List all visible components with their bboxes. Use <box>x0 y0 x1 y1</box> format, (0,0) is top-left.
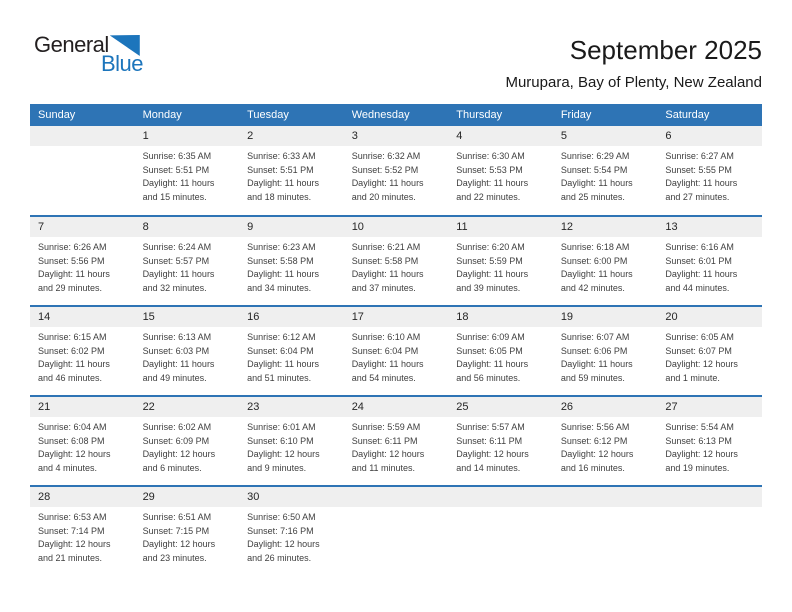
day-cell <box>344 396 449 486</box>
sunset-text: Sunset: 6:03 PM <box>142 345 210 356</box>
daylight-text: Daylight: 11 hours and 22 minutes. <box>456 178 529 202</box>
page-title: September 2025 <box>569 35 762 65</box>
day-cell <box>448 396 553 486</box>
day-number: 16 <box>239 307 344 327</box>
sunset-text: Sunset: 6:11 PM <box>351 435 418 446</box>
calendar-weekday-header <box>30 104 762 126</box>
daylight-text: Daylight: 11 hours and 34 minutes. <box>247 269 319 293</box>
sunset-text: Sunset: 6:13 PM <box>665 435 732 446</box>
day-header-friday: Friday <box>553 104 658 126</box>
sunset-text: Sunset: 6:00 PM <box>560 255 628 266</box>
day-cell <box>553 306 658 396</box>
sunrise-text: Sunrise: 6:01 AM <box>247 422 316 432</box>
day-cell <box>553 126 658 216</box>
day-header-wednesday: Wednesday <box>344 104 449 126</box>
sunrise-text: Sunrise: 6:15 AM <box>38 332 107 342</box>
day-number: 11 <box>448 217 553 237</box>
day-details <box>239 146 344 204</box>
empty-day-cell <box>553 486 658 576</box>
day-number: 12 <box>553 217 658 237</box>
day-number: 29 <box>135 487 240 507</box>
sunrise-text: Sunrise: 6:26 AM <box>38 242 107 252</box>
day-details <box>657 146 762 204</box>
day-details <box>135 237 240 295</box>
day-number: 13 <box>657 217 762 237</box>
day-details <box>553 327 658 385</box>
empty-day-cell <box>657 486 762 576</box>
week-row <box>30 396 762 486</box>
day-cell <box>30 396 135 486</box>
sunrise-text: Sunrise: 6:51 AM <box>142 512 212 522</box>
sunrise-text: Sunrise: 6:13 AM <box>142 332 212 342</box>
sunset-text: Sunset: 6:07 PM <box>665 345 732 356</box>
day-number: 24 <box>344 397 449 417</box>
day-details <box>448 146 553 204</box>
sunrise-text: Sunrise: 6:12 AM <box>247 332 316 342</box>
sunset-text: Sunset: 5:57 PM <box>142 255 210 266</box>
daylight-text: Daylight: 11 hours and 59 minutes. <box>560 359 633 383</box>
sunset-text: Sunset: 6:06 PM <box>560 345 628 356</box>
week-row <box>30 216 762 306</box>
daylight-text: Daylight: 12 hours and 11 minutes. <box>351 449 425 473</box>
sunset-text: Sunset: 6:09 PM <box>142 435 210 446</box>
sunrise-text: Sunrise: 5:54 AM <box>665 422 734 432</box>
day-number: 15 <box>135 307 240 327</box>
day-details <box>344 237 449 295</box>
logo-general-text: General <box>34 32 109 57</box>
sunrise-text: Sunrise: 6:10 AM <box>351 332 421 342</box>
day-details <box>239 417 344 475</box>
daylight-text: Daylight: 12 hours and 23 minutes. <box>142 539 216 563</box>
daylight-text: Daylight: 11 hours and 51 minutes. <box>247 359 319 383</box>
logo-blue-text: Blue <box>101 51 144 76</box>
page-subtitle: Murupara, Bay of Plenty, New Zealand <box>505 73 762 91</box>
day-details <box>448 327 553 385</box>
daylight-text: Daylight: 11 hours and 56 minutes. <box>456 359 529 383</box>
day-details <box>344 146 449 204</box>
daylight-text: Daylight: 11 hours and 32 minutes. <box>142 269 215 293</box>
day-cell <box>553 396 658 486</box>
sunrise-text: Sunrise: 6:09 AM <box>456 332 525 342</box>
day-cell <box>135 486 240 576</box>
daylight-text: Daylight: 11 hours and 44 minutes. <box>665 269 738 293</box>
day-number: 2 <box>239 126 344 146</box>
sunrise-text: Sunrise: 5:59 AM <box>351 422 421 432</box>
day-number: 28 <box>30 487 135 507</box>
calendar-page <box>30 0 762 576</box>
day-number <box>344 487 449 507</box>
sunset-text: Sunset: 5:59 PM <box>456 255 523 266</box>
sunset-text: Sunset: 5:55 PM <box>665 164 732 175</box>
daylight-text: Daylight: 12 hours and 6 minutes. <box>142 449 216 473</box>
day-header-saturday: Saturday <box>657 104 762 126</box>
day-details <box>30 237 135 295</box>
day-header-sunday: Sunday <box>30 104 135 126</box>
day-number: 20 <box>657 307 762 327</box>
day-details <box>239 327 344 385</box>
sunrise-text: Sunrise: 6:07 AM <box>560 332 630 342</box>
daylight-text: Daylight: 12 hours and 19 minutes. <box>665 449 738 473</box>
daylight-text: Daylight: 12 hours and 1 minute. <box>665 359 738 383</box>
day-cell <box>553 216 658 306</box>
sunrise-text: Sunrise: 6:02 AM <box>142 422 212 432</box>
day-details <box>344 327 449 385</box>
day-number: 18 <box>448 307 553 327</box>
daylight-text: Daylight: 11 hours and 27 minutes. <box>665 178 738 202</box>
daylight-text: Daylight: 12 hours and 14 minutes. <box>456 449 529 473</box>
daylight-text: Daylight: 11 hours and 15 minutes. <box>142 178 215 202</box>
sunrise-text: Sunrise: 6:33 AM <box>247 151 316 161</box>
day-number: 22 <box>135 397 240 417</box>
daylight-text: Daylight: 11 hours and 46 minutes. <box>38 359 110 383</box>
day-header-thursday: Thursday <box>448 104 553 126</box>
day-cell <box>239 126 344 216</box>
day-details <box>344 417 449 475</box>
day-cell <box>344 216 449 306</box>
day-number: 25 <box>448 397 553 417</box>
day-details <box>135 507 240 565</box>
sunset-text: Sunset: 5:58 PM <box>247 255 314 266</box>
day-details <box>239 507 344 565</box>
sunset-text: Sunset: 6:02 PM <box>38 345 105 356</box>
day-number: 5 <box>553 126 658 146</box>
sunset-text: Sunset: 5:51 PM <box>142 164 210 175</box>
sunrise-text: Sunrise: 6:23 AM <box>247 242 316 252</box>
sunrise-text: Sunrise: 6:05 AM <box>665 332 734 342</box>
day-number: 26 <box>553 397 658 417</box>
sunrise-text: Sunrise: 5:57 AM <box>456 422 525 432</box>
sunset-text: Sunset: 5:54 PM <box>560 164 628 175</box>
empty-day-cell <box>448 486 553 576</box>
empty-day-cell <box>30 126 135 216</box>
day-details <box>657 327 762 385</box>
day-cell <box>657 216 762 306</box>
sunset-text: Sunset: 6:08 PM <box>38 435 105 446</box>
day-cell <box>344 306 449 396</box>
sunrise-text: Sunrise: 6:27 AM <box>665 151 734 161</box>
empty-day-cell <box>344 486 449 576</box>
sunset-text: Sunset: 7:16 PM <box>247 525 314 536</box>
sunrise-text: Sunrise: 5:56 AM <box>560 422 630 432</box>
day-details <box>657 237 762 295</box>
day-number: 23 <box>239 397 344 417</box>
calendar-body <box>30 126 762 576</box>
day-details <box>448 417 553 475</box>
sunrise-text: Sunrise: 6:20 AM <box>456 242 525 252</box>
day-details <box>239 237 344 295</box>
sunset-text: Sunset: 6:04 PM <box>247 345 314 356</box>
day-number: 4 <box>448 126 553 146</box>
day-number <box>30 126 135 146</box>
sunrise-text: Sunrise: 6:32 AM <box>351 151 421 161</box>
day-details <box>657 417 762 475</box>
sunset-text: Sunset: 5:56 PM <box>38 255 105 266</box>
day-cell <box>30 216 135 306</box>
day-details <box>553 237 658 295</box>
day-cell <box>448 126 553 216</box>
daylight-text: Daylight: 11 hours and 39 minutes. <box>456 269 529 293</box>
day-cell <box>135 306 240 396</box>
daylight-text: Daylight: 11 hours and 20 minutes. <box>351 178 424 202</box>
page-header <box>30 0 762 104</box>
day-details <box>30 327 135 385</box>
sunset-text: Sunset: 5:53 PM <box>456 164 523 175</box>
day-cell <box>657 396 762 486</box>
day-cell <box>135 216 240 306</box>
day-cell <box>344 126 449 216</box>
day-cell <box>239 486 344 576</box>
sunrise-text: Sunrise: 6:18 AM <box>560 242 630 252</box>
day-cell <box>239 396 344 486</box>
calendar-table <box>30 104 762 576</box>
weekday-header-row <box>30 104 762 126</box>
day-cell <box>135 126 240 216</box>
sunrise-text: Sunrise: 6:24 AM <box>142 242 212 252</box>
daylight-text: Daylight: 12 hours and 4 minutes. <box>38 449 111 473</box>
sunset-text: Sunset: 6:11 PM <box>456 435 523 446</box>
day-cell <box>448 216 553 306</box>
sunset-text: Sunset: 5:51 PM <box>247 164 314 175</box>
day-number <box>448 487 553 507</box>
sunrise-text: Sunrise: 6:30 AM <box>456 151 525 161</box>
sunrise-text: Sunrise: 6:29 AM <box>560 151 630 161</box>
sunrise-text: Sunrise: 6:35 AM <box>142 151 212 161</box>
week-row <box>30 486 762 576</box>
day-details <box>30 417 135 475</box>
day-number: 6 <box>657 126 762 146</box>
day-details <box>135 146 240 204</box>
sunset-text: Sunset: 5:52 PM <box>351 164 419 175</box>
day-number: 30 <box>239 487 344 507</box>
daylight-text: Daylight: 11 hours and 42 minutes. <box>560 269 633 293</box>
day-cell <box>448 306 553 396</box>
sunset-text: Sunset: 6:10 PM <box>247 435 314 446</box>
day-details <box>135 417 240 475</box>
sunrise-text: Sunrise: 6:16 AM <box>665 242 734 252</box>
sunset-text: Sunset: 7:14 PM <box>38 525 105 536</box>
day-number: 3 <box>344 126 449 146</box>
day-header-monday: Monday <box>135 104 240 126</box>
sunset-text: Sunset: 6:01 PM <box>665 255 732 266</box>
day-number: 8 <box>135 217 240 237</box>
day-cell <box>30 486 135 576</box>
day-cell <box>657 126 762 216</box>
general-blue-logo <box>30 34 143 75</box>
day-number <box>553 487 658 507</box>
day-number <box>657 487 762 507</box>
day-number: 27 <box>657 397 762 417</box>
sunrise-text: Sunrise: 6:21 AM <box>351 242 421 252</box>
daylight-text: Daylight: 11 hours and 54 minutes. <box>351 359 424 383</box>
sunrise-text: Sunrise: 6:53 AM <box>38 512 107 522</box>
day-details <box>553 146 658 204</box>
daylight-text: Daylight: 12 hours and 16 minutes. <box>560 449 634 473</box>
day-details <box>448 237 553 295</box>
sunset-text: Sunset: 6:05 PM <box>456 345 523 356</box>
day-number: 1 <box>135 126 240 146</box>
title-block <box>505 34 762 91</box>
week-row <box>30 126 762 216</box>
daylight-text: Daylight: 11 hours and 49 minutes. <box>142 359 215 383</box>
day-header-tuesday: Tuesday <box>239 104 344 126</box>
day-cell <box>135 396 240 486</box>
day-number: 14 <box>30 307 135 327</box>
sunrise-text: Sunrise: 6:50 AM <box>247 512 316 522</box>
sunset-text: Sunset: 7:15 PM <box>142 525 210 536</box>
day-number: 9 <box>239 217 344 237</box>
daylight-text: Daylight: 11 hours and 37 minutes. <box>351 269 424 293</box>
sunrise-text: Sunrise: 6:04 AM <box>38 422 107 432</box>
day-cell <box>30 306 135 396</box>
daylight-text: Daylight: 12 hours and 26 minutes. <box>247 539 320 563</box>
day-number: 7 <box>30 217 135 237</box>
sunset-text: Sunset: 5:58 PM <box>351 255 419 266</box>
day-cell <box>239 306 344 396</box>
sunset-text: Sunset: 6:04 PM <box>351 345 419 356</box>
day-number: 19 <box>553 307 658 327</box>
day-number: 17 <box>344 307 449 327</box>
day-details <box>553 417 658 475</box>
day-number: 10 <box>344 217 449 237</box>
daylight-text: Daylight: 11 hours and 25 minutes. <box>560 178 633 202</box>
daylight-text: Daylight: 12 hours and 21 minutes. <box>38 539 111 563</box>
day-details <box>135 327 240 385</box>
sunset-text: Sunset: 6:12 PM <box>560 435 628 446</box>
day-cell <box>657 306 762 396</box>
day-cell <box>239 216 344 306</box>
day-details <box>30 507 135 565</box>
daylight-text: Daylight: 11 hours and 18 minutes. <box>247 178 319 202</box>
day-number: 21 <box>30 397 135 417</box>
daylight-text: Daylight: 11 hours and 29 minutes. <box>38 269 110 293</box>
week-row <box>30 306 762 396</box>
daylight-text: Daylight: 12 hours and 9 minutes. <box>247 449 320 473</box>
